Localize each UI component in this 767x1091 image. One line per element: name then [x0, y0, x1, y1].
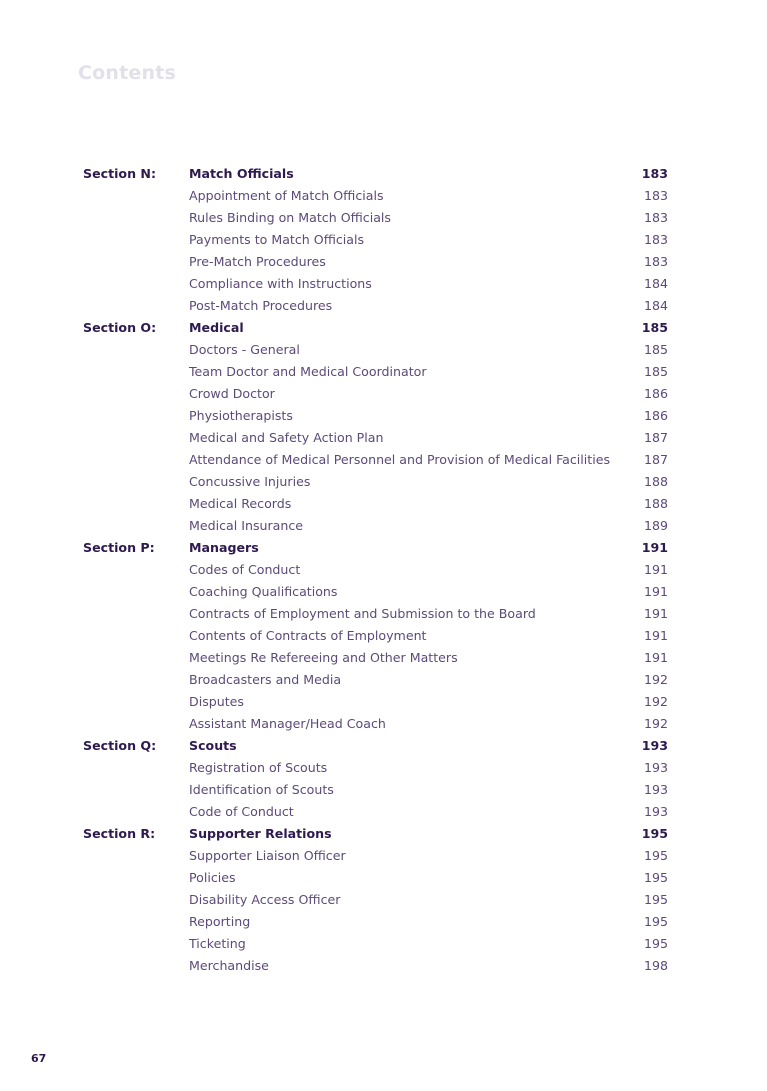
toc-section-title[interactable]: Scouts — [189, 738, 237, 753]
toc-entry-title[interactable]: Identification of Scouts — [189, 782, 334, 797]
toc-page-number: 192 — [643, 716, 668, 731]
toc-entry-title[interactable]: Disputes — [189, 694, 244, 709]
toc-entry-row[interactable] — [83, 603, 668, 625]
toc-entry-row[interactable] — [83, 625, 668, 647]
toc-entry-row[interactable] — [83, 207, 668, 229]
toc-page-number: 184 — [643, 276, 668, 291]
toc-section-row[interactable] — [83, 735, 668, 757]
toc-entry-row[interactable] — [83, 559, 668, 581]
toc-section-title[interactable]: Managers — [189, 540, 259, 555]
toc-section-label: Section R: — [83, 826, 156, 841]
toc-page-number: 191 — [643, 650, 668, 665]
toc-entry-row[interactable] — [83, 691, 668, 713]
toc-entry-row[interactable] — [83, 295, 668, 317]
toc-page-number: 195 — [643, 892, 668, 907]
toc-section-row[interactable] — [83, 163, 668, 185]
toc-entry-title[interactable]: Supporter Liaison Officer — [189, 848, 346, 863]
toc-entry-title[interactable]: Medical Insurance — [189, 518, 304, 533]
toc-entry-row[interactable] — [83, 889, 668, 911]
toc-entry-row[interactable] — [83, 251, 668, 273]
toc-entry-row[interactable] — [83, 229, 668, 251]
toc-entry-title[interactable]: Concussive Injuries — [189, 474, 311, 489]
toc-page-number: 191 — [643, 584, 668, 599]
toc-page-number: 198 — [643, 958, 668, 973]
toc-entry-row[interactable] — [83, 801, 668, 823]
toc-page-number: 192 — [643, 672, 668, 687]
toc-entry-title[interactable]: Medical and Safety Action Plan — [189, 430, 384, 445]
toc-entry-title[interactable]: Payments to Match Officials — [189, 232, 365, 247]
toc-entry-title[interactable]: Post-Match Procedures — [189, 298, 333, 313]
toc-page-number: 193 — [643, 760, 668, 775]
toc-page-number: 195 — [643, 848, 668, 863]
toc-entry-title[interactable]: Physiotherapists — [189, 408, 293, 423]
toc-entry-title[interactable]: Contents of Contracts of Employment — [189, 628, 427, 643]
toc-page-number: 187 — [643, 452, 668, 467]
toc-entry-title[interactable]: Code of Conduct — [189, 804, 294, 819]
toc-section-title[interactable]: Medical — [189, 320, 244, 335]
toc-section-row[interactable] — [83, 823, 668, 845]
toc-page-number: 188 — [643, 474, 668, 489]
toc-entry-title[interactable]: Registration of Scouts — [189, 760, 328, 775]
toc-entry-title[interactable]: Reporting — [189, 914, 251, 929]
toc-section-label: Section Q: — [83, 738, 157, 753]
toc-page-number: 185 — [643, 364, 668, 379]
toc-page-number: 193 — [641, 738, 668, 753]
toc-entry-row[interactable] — [83, 471, 668, 493]
toc-section-row[interactable] — [83, 317, 668, 339]
toc-entry-row[interactable] — [83, 669, 668, 691]
toc-page-number: 195 — [641, 826, 668, 841]
toc-page-number: 191 — [643, 628, 668, 643]
toc-entry-row[interactable] — [83, 867, 668, 889]
toc-section-row[interactable] — [83, 537, 668, 559]
table-of-contents — [83, 163, 668, 977]
toc-entry-row[interactable] — [83, 911, 668, 933]
toc-page-number: 186 — [643, 386, 668, 401]
toc-entry-title[interactable]: Medical Records — [189, 496, 292, 511]
toc-entry-title[interactable]: Appointment of Match Officials — [189, 188, 384, 203]
toc-page-number: 191 — [643, 606, 668, 621]
toc-page-number: 183 — [643, 232, 668, 247]
toc-entry-title[interactable]: Pre-Match Procedures — [189, 254, 326, 269]
toc-entry-row[interactable] — [83, 185, 668, 207]
toc-page-number: 193 — [643, 804, 668, 819]
toc-entry-title[interactable]: Team Doctor and Medical Coordinator — [189, 364, 427, 379]
toc-entry-row[interactable] — [83, 361, 668, 383]
toc-page-number: 184 — [643, 298, 668, 313]
toc-entry-row[interactable] — [83, 845, 668, 867]
toc-entry-title[interactable]: Merchandise — [189, 958, 269, 973]
toc-entry-title[interactable]: Rules Binding on Match Officials — [189, 210, 391, 225]
toc-entry-row[interactable] — [83, 581, 668, 603]
toc-entry-row[interactable] — [83, 339, 668, 361]
toc-entry-row[interactable] — [83, 449, 668, 471]
toc-page-number: 187 — [643, 430, 668, 445]
toc-page-number: 185 — [643, 342, 668, 357]
toc-page-number: 195 — [643, 870, 668, 885]
toc-entry-title[interactable]: Contracts of Employment and Submission to the Board — [189, 606, 536, 621]
toc-entry-title[interactable]: Meetings Re Refereeing and Other Matters — [189, 650, 458, 665]
toc-entry-title[interactable]: Crowd Doctor — [189, 386, 275, 401]
toc-section-title[interactable]: Supporter Relations — [189, 826, 332, 841]
toc-page-number: 191 — [641, 540, 668, 555]
toc-entry-title[interactable]: Assistant Manager/Head Coach — [189, 716, 386, 731]
toc-page-number: 183 — [643, 254, 668, 269]
toc-page-number: 188 — [643, 496, 668, 511]
toc-page-number: 195 — [643, 936, 668, 951]
toc-section-label: Section N: — [83, 166, 156, 181]
toc-entry-row[interactable] — [83, 757, 668, 779]
toc-entry-title[interactable]: Disability Access Officer — [189, 892, 341, 907]
toc-entry-row[interactable] — [83, 405, 668, 427]
toc-page-number: 183 — [641, 166, 668, 181]
toc-entry-row[interactable] — [83, 779, 668, 801]
toc-entry-title[interactable]: Doctors - General — [189, 342, 300, 357]
toc-entry-row[interactable] — [83, 713, 668, 735]
toc-page-number: 192 — [643, 694, 668, 709]
toc-entry-title[interactable]: Codes of Conduct — [189, 562, 301, 577]
toc-section-label: Section P: — [83, 540, 155, 555]
toc-entry-title[interactable]: Compliance with Instructions — [189, 276, 372, 291]
toc-page-number: 186 — [643, 408, 668, 423]
toc-entry-title[interactable]: Broadcasters and Media — [189, 672, 342, 687]
toc-section-label: Section O: — [83, 320, 157, 335]
toc-page-number: 183 — [643, 210, 668, 225]
toc-entry-title[interactable]: Attendance of Medical Personnel and Provision of Medical Facilities — [189, 452, 611, 467]
toc-page-number: 191 — [643, 562, 668, 577]
toc-page-number: 183 — [643, 188, 668, 203]
toc-entry-row[interactable] — [83, 933, 668, 955]
toc-page-number: 189 — [643, 518, 668, 533]
page-title: Contents — [78, 62, 177, 84]
toc-section-title[interactable]: Match Officials — [189, 166, 294, 181]
toc-entry-row[interactable] — [83, 493, 668, 515]
toc-entry-title[interactable]: Policies — [189, 870, 236, 885]
toc-entry-row[interactable] — [83, 427, 668, 449]
toc-entry-row[interactable] — [83, 515, 668, 537]
toc-entry-row[interactable] — [83, 273, 668, 295]
toc-entry-row[interactable] — [83, 647, 668, 669]
toc-page-number: 185 — [641, 320, 668, 335]
toc-page-number: 195 — [643, 914, 668, 929]
toc-entry-title[interactable]: Ticketing — [189, 936, 246, 951]
toc-page-number: 193 — [643, 782, 668, 797]
toc-entry-title[interactable]: Coaching Qualifications — [189, 584, 338, 599]
page-number: 67 — [31, 1052, 47, 1065]
toc-entry-row[interactable] — [83, 955, 668, 977]
toc-entry-row[interactable] — [83, 383, 668, 405]
